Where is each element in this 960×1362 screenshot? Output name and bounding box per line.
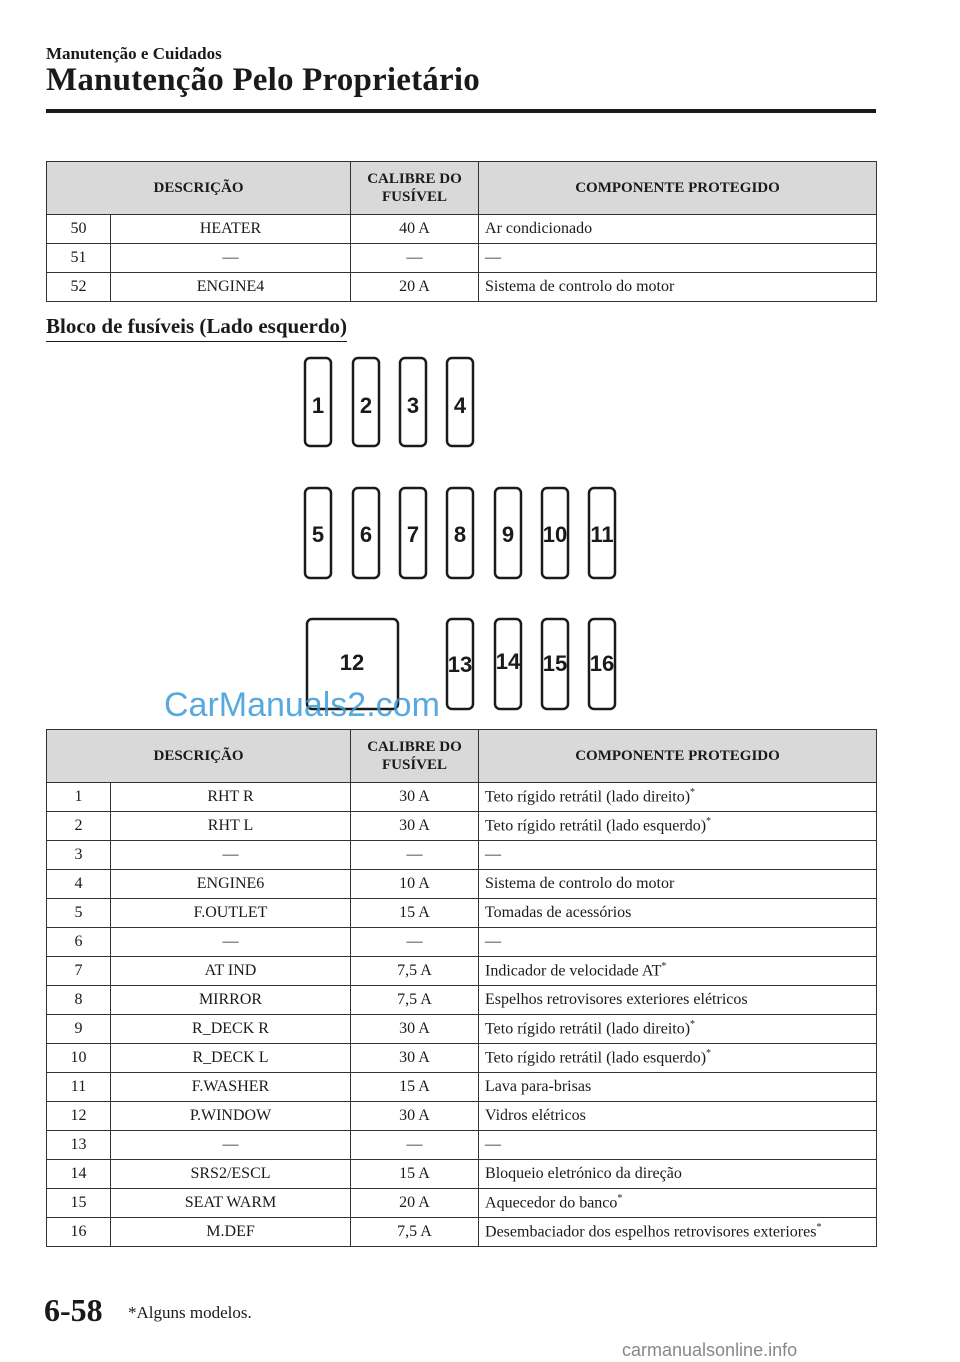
fuse-number-text: 8 xyxy=(74,991,83,1008)
fuse-number-text: 6 xyxy=(74,933,83,950)
fuse-slot-label: 3 xyxy=(406,393,420,418)
table-row xyxy=(47,1160,877,1189)
table-row xyxy=(47,273,877,302)
fuse-number-text: 2 xyxy=(74,817,83,834)
protected-component-text: Espelhos retrovisores exteriores elétricos xyxy=(485,991,748,1008)
fuse-rating-text: 7,5 A xyxy=(397,991,432,1008)
fuse-slot-label: 15 xyxy=(542,651,568,676)
fuse-number-text: 13 xyxy=(70,1136,87,1153)
fuse-number-cell xyxy=(47,783,111,812)
fuse-rating-text: — xyxy=(406,249,423,266)
fuse-number-text: 16 xyxy=(70,1223,87,1240)
fuse-rating-text: 20 A xyxy=(399,1194,430,1211)
protected-component-cell xyxy=(479,273,877,302)
fuse-number-text: 4 xyxy=(74,875,83,892)
fuse-number-cell xyxy=(47,899,111,928)
table-body xyxy=(47,783,877,1247)
table-row xyxy=(47,1102,877,1131)
protected-component-text: Teto rígido retrátil (lado esquerdo) xyxy=(485,1049,707,1067)
calibre-line1: CALIBRE DO xyxy=(367,739,462,755)
fuse-number-text: 7 xyxy=(74,962,83,979)
watermark: CarManuals2.com xyxy=(164,686,440,724)
protected-component-cell xyxy=(479,783,877,812)
fuse-rating-text: 30 A xyxy=(399,1020,430,1037)
fuse-description-cell xyxy=(111,1218,351,1247)
fuse-description-text: F.WASHER xyxy=(191,1078,270,1095)
fuse-slot-label: 9 xyxy=(501,522,515,547)
fuse-rating-cell xyxy=(351,215,479,244)
protected-component-text: Tomadas de acessórios xyxy=(485,904,632,921)
fuse-slot-label: 13 xyxy=(447,652,473,677)
table-row xyxy=(47,1189,877,1218)
fuse-rating-cell xyxy=(351,1131,479,1160)
column-header-componente: COMPONENTE PROTEGIDO xyxy=(479,730,877,783)
protected-component-cell xyxy=(479,1131,877,1160)
fuse-number-text: 14 xyxy=(70,1165,87,1182)
protected-component-text: Indicador de velocidade AT xyxy=(485,962,662,980)
fuse-rating-text: 10 A xyxy=(399,875,430,892)
fuse-rating-cell xyxy=(351,783,479,812)
fuse-description-cell xyxy=(111,273,351,302)
fuse-rating-text: 30 A xyxy=(399,817,430,834)
fuse-description-cell xyxy=(111,899,351,928)
site-watermark: carmanualsonline.info xyxy=(622,1340,798,1360)
fuse-description-text: R_DECK R xyxy=(192,1020,269,1037)
fuse-slot-label: 12 xyxy=(339,650,365,675)
fuse-number-cell xyxy=(47,986,111,1015)
fuse-number-cell xyxy=(47,841,111,870)
fuse-number-text: 9 xyxy=(74,1020,83,1037)
fuse-number-cell xyxy=(47,812,111,841)
table-row xyxy=(47,1073,877,1102)
fuse-block-diagram xyxy=(0,340,960,720)
sub-heading: Bloco de fusíveis (Lado esquerdo) xyxy=(46,314,347,342)
fuse-description-cell xyxy=(111,1015,351,1044)
calibre-line2: FUSÍVEL xyxy=(382,757,448,773)
protected-component-text: — xyxy=(485,933,502,950)
fuse-number-text: 10 xyxy=(70,1049,87,1066)
fuse-slot-label: 10 xyxy=(542,522,568,547)
fuse-description-text: R_DECK L xyxy=(192,1049,269,1066)
table-row xyxy=(47,812,877,841)
fuse-rating-text: 20 A xyxy=(399,278,430,295)
calibre-line1: CALIBRE DO xyxy=(367,171,462,187)
protected-component-text: — xyxy=(485,846,502,863)
fuse-table-top xyxy=(46,161,877,302)
table-row xyxy=(47,215,877,244)
fuse-description-cell xyxy=(111,1073,351,1102)
protected-component-text: Ar condicionado xyxy=(485,220,593,237)
fuse-description-text: AT IND xyxy=(204,962,257,979)
fuse-description-text: MIRROR xyxy=(198,991,263,1008)
fuse-slot-label: 2 xyxy=(359,393,373,418)
fuse-rating-text: 30 A xyxy=(399,1049,430,1066)
protected-component-text: Vidros elétricos xyxy=(485,1107,586,1124)
fuse-number-cell xyxy=(47,273,111,302)
fuse-number-cell xyxy=(47,244,111,273)
fuse-number-text: 52 xyxy=(70,278,87,295)
fuse-description-text: HEATER xyxy=(199,220,262,237)
protected-component-cell xyxy=(479,215,877,244)
footnote-marker: * xyxy=(706,816,712,828)
fuse-table-main xyxy=(46,729,877,1247)
fuse-description-cell xyxy=(111,1044,351,1073)
fuse-rating-text: — xyxy=(406,1136,423,1153)
fuse-description-text: SRS2/ESCL xyxy=(190,1165,271,1182)
footnote-marker: * xyxy=(661,961,667,973)
fuse-rating-text: 30 A xyxy=(399,1107,430,1124)
fuse-description-cell xyxy=(111,215,351,244)
column-header-descricao: DESCRIÇÃO xyxy=(47,162,351,215)
fuse-rating-cell xyxy=(351,870,479,899)
fuse-rating-cell xyxy=(351,1015,479,1044)
footnote-marker: * xyxy=(690,1019,696,1031)
fuse-description-cell xyxy=(111,783,351,812)
table-body xyxy=(47,215,877,302)
fuse-rating-cell xyxy=(351,1218,479,1247)
fuse-description-text: M.DEF xyxy=(206,1223,255,1240)
protected-component-text: Sistema de controlo do motor xyxy=(485,875,675,892)
section-label: Manutenção e Cuidados xyxy=(46,44,222,63)
footnote-marker: * xyxy=(690,787,696,799)
protected-component-text: Sistema de controlo do motor xyxy=(485,278,675,295)
page-number: 6-58 xyxy=(44,1292,103,1328)
fuse-rating-text: — xyxy=(406,846,423,863)
fuse-number-cell xyxy=(47,957,111,986)
fuse-rating-cell xyxy=(351,812,479,841)
footnote-marker: * xyxy=(706,1048,712,1060)
fuse-number-cell xyxy=(47,1131,111,1160)
table-row xyxy=(47,244,877,273)
fuse-rating-text: — xyxy=(406,933,423,950)
table-row xyxy=(47,986,877,1015)
fuse-description-cell xyxy=(111,1160,351,1189)
fuse-number-text: 11 xyxy=(70,1078,87,1095)
protected-component-cell xyxy=(479,812,877,841)
fuse-rating-text: 15 A xyxy=(399,1165,430,1182)
title-rule xyxy=(46,109,876,113)
protected-component-text: Teto rígido retrátil (lado direito) xyxy=(485,788,691,806)
table-row xyxy=(47,928,877,957)
protected-component-cell xyxy=(479,244,877,273)
protected-component-cell xyxy=(479,899,877,928)
protected-component-cell xyxy=(479,1160,877,1189)
footnote-marker: * xyxy=(617,1193,623,1205)
protected-component-text: — xyxy=(485,249,502,266)
fuse-rating-cell xyxy=(351,1160,479,1189)
fuse-description-cell xyxy=(111,957,351,986)
fuse-description-text: — xyxy=(222,1136,239,1153)
fuse-slot-label: 4 xyxy=(453,393,467,418)
protected-component-text: Desembaciador dos espelhos retrovisores exteriores xyxy=(485,1223,817,1241)
protected-component-text: Lava para-brisas xyxy=(485,1078,592,1095)
fuse-rating-cell xyxy=(351,1102,479,1131)
protected-component-cell xyxy=(479,1044,877,1073)
fuse-description-text: RHT R xyxy=(207,788,254,805)
column-header-descricao: DESCRIÇÃO xyxy=(47,730,351,783)
page-title: Manutenção Pelo Proprietário xyxy=(46,62,480,98)
fuse-description-text: F.OUTLET xyxy=(193,904,268,921)
fuse-description-text: SEAT WARM xyxy=(184,1194,277,1211)
fuse-number-cell xyxy=(47,928,111,957)
column-header-componente: COMPONENTE PROTEGIDO xyxy=(479,162,877,215)
protected-component-cell xyxy=(479,957,877,986)
fuse-number-cell xyxy=(47,1102,111,1131)
protected-component-cell xyxy=(479,1073,877,1102)
fuse-number-cell xyxy=(47,870,111,899)
fuse-rating-cell xyxy=(351,1073,479,1102)
protected-component-cell xyxy=(479,1015,877,1044)
column-header-calibre xyxy=(351,162,479,215)
fuse-rating-cell xyxy=(351,841,479,870)
fuse-slot-label: 11 xyxy=(590,522,614,547)
fuse-rating-text: 30 A xyxy=(399,788,430,805)
fuse-slot-label: 16 xyxy=(589,651,615,676)
fuse-description-text: RHT L xyxy=(207,817,254,834)
fuse-number-text: 5 xyxy=(74,904,83,921)
fuse-rating-text: 15 A xyxy=(399,904,430,921)
protected-component-cell xyxy=(479,1102,877,1131)
fuse-number-text: 12 xyxy=(70,1107,87,1124)
fuse-rating-text: 7,5 A xyxy=(397,962,432,979)
fuse-description-text: — xyxy=(222,846,239,863)
fuse-description-text: ENGINE6 xyxy=(196,875,265,892)
protected-component-text: Aquecedor do banco xyxy=(485,1194,618,1212)
table-header-row xyxy=(47,730,877,783)
fuse-rating-cell xyxy=(351,899,479,928)
fuse-number-cell xyxy=(47,1073,111,1102)
fuse-number-text: 15 xyxy=(70,1194,87,1211)
footnote: *Alguns modelos. xyxy=(128,1303,252,1322)
protected-component-text: Teto rígido retrátil (lado esquerdo) xyxy=(485,817,707,835)
fuse-number-cell xyxy=(47,1160,111,1189)
table-row xyxy=(47,899,877,928)
fuse-rating-cell xyxy=(351,273,479,302)
fuse-description-cell xyxy=(111,986,351,1015)
protected-component-cell xyxy=(479,928,877,957)
column-header-calibre xyxy=(351,730,479,783)
fuse-rating-text: 40 A xyxy=(399,220,430,237)
fuse-slot-label: 5 xyxy=(311,522,325,547)
fuse-description-text: — xyxy=(222,249,239,266)
fuse-number-cell xyxy=(47,1218,111,1247)
table-header-row xyxy=(47,162,877,215)
footnote-marker: * xyxy=(816,1222,822,1234)
fuse-slot-label: 14 xyxy=(495,649,521,674)
fuse-description-text: ENGINE4 xyxy=(196,278,265,295)
fuse-description-cell xyxy=(111,928,351,957)
fuse-rating-cell xyxy=(351,986,479,1015)
fuse-slot-label: 1 xyxy=(311,393,325,418)
protected-component-text: Teto rígido retrátil (lado direito) xyxy=(485,1020,691,1038)
fuse-number-cell xyxy=(47,1044,111,1073)
table-row xyxy=(47,1131,877,1160)
fuse-rating-cell xyxy=(351,1189,479,1218)
fuse-rating-cell xyxy=(351,1044,479,1073)
fuse-slot-label: 6 xyxy=(359,522,373,547)
fuse-description-text: — xyxy=(222,933,239,950)
fuse-description-cell xyxy=(111,1131,351,1160)
fuse-slot-label: 7 xyxy=(406,522,420,547)
fuse-rating-cell xyxy=(351,244,479,273)
fuse-slot-label: 8 xyxy=(453,522,467,547)
table-row xyxy=(47,1218,877,1247)
protected-component-cell xyxy=(479,1218,877,1247)
fuse-number-cell xyxy=(47,1189,111,1218)
table-row xyxy=(47,1044,877,1073)
fuse-number-cell xyxy=(47,1015,111,1044)
fuse-rating-text: 15 A xyxy=(399,1078,430,1095)
fuse-number-text: 3 xyxy=(74,846,83,863)
fuse-rating-cell xyxy=(351,957,479,986)
fuse-description-cell xyxy=(111,812,351,841)
protected-component-text: — xyxy=(485,1136,502,1153)
fuse-description-cell xyxy=(111,870,351,899)
fuse-rating-text: 7,5 A xyxy=(397,1223,432,1240)
fuse-number-cell xyxy=(47,215,111,244)
fuse-rating-cell xyxy=(351,928,479,957)
protected-component-cell xyxy=(479,1189,877,1218)
fuse-description-cell xyxy=(111,1189,351,1218)
protected-component-cell xyxy=(479,870,877,899)
fuse-number-text: 1 xyxy=(74,788,83,805)
table-row xyxy=(47,783,877,812)
table-row xyxy=(47,870,877,899)
calibre-line2: FUSÍVEL xyxy=(382,189,448,205)
fuse-description-cell xyxy=(111,244,351,273)
fuse-number-text: 50 xyxy=(70,220,87,237)
table-row xyxy=(47,841,877,870)
table-row xyxy=(47,1015,877,1044)
protected-component-text: Bloqueio eletrónico da direção xyxy=(485,1165,682,1182)
protected-component-cell xyxy=(479,841,877,870)
fuse-description-cell xyxy=(111,841,351,870)
fuse-description-text: P.WINDOW xyxy=(189,1107,272,1124)
fuse-number-text: 51 xyxy=(70,249,87,266)
fuse-description-cell xyxy=(111,1102,351,1131)
protected-component-cell xyxy=(479,986,877,1015)
table-row xyxy=(47,957,877,986)
